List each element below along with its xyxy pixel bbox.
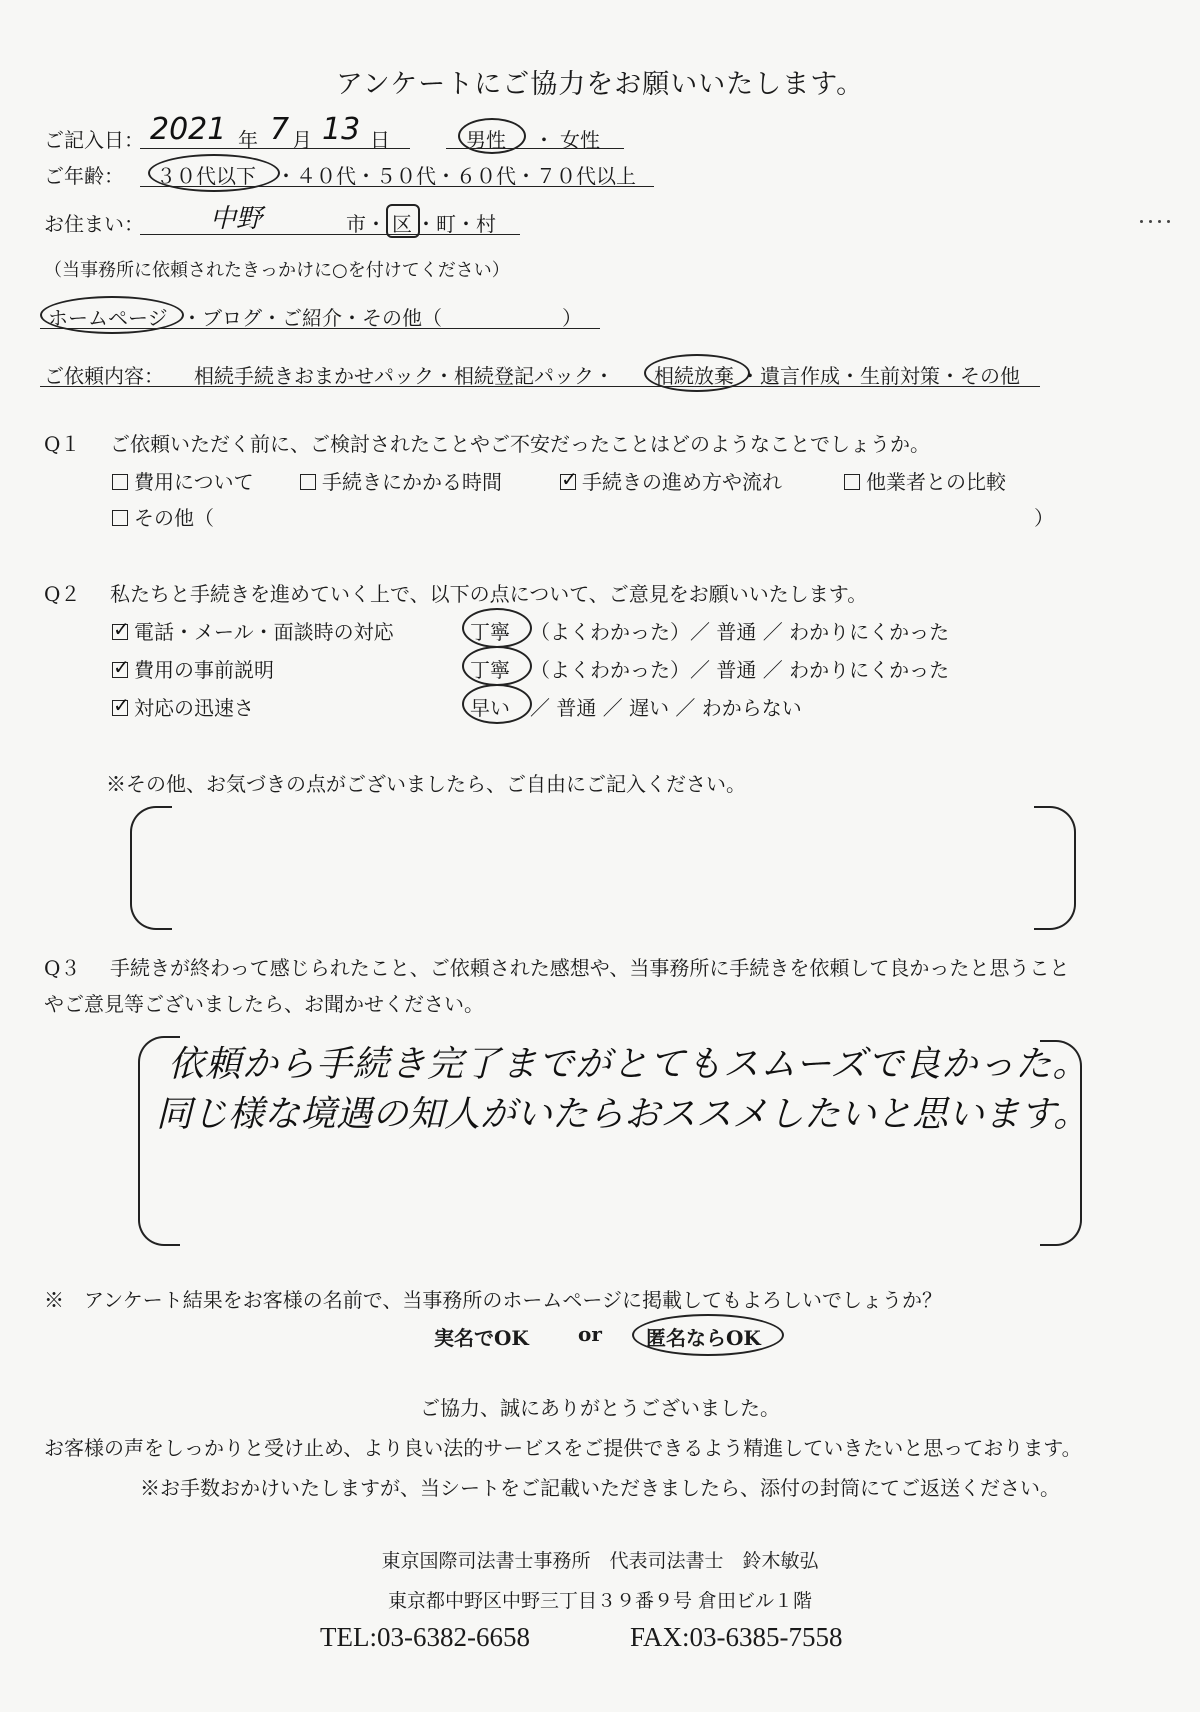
- q2-row-1-circle: [462, 608, 532, 648]
- q2-row-2: [112, 654, 274, 683]
- address-value: 中野: [210, 204, 263, 234]
- q1-option-4: [844, 466, 1006, 495]
- q1-checkbox-other[interactable]: [112, 510, 128, 526]
- q1-checkbox-2[interactable]: [300, 474, 316, 490]
- q1-number: Q１: [44, 432, 81, 456]
- q1-option-3: [560, 466, 782, 495]
- q2-row-3: [112, 692, 254, 721]
- q1-question: ご依頼いただく前に、ご検討されたことやご不安だったことはどのようなことでしょうか。: [110, 432, 930, 456]
- address-city: 市・: [346, 212, 386, 236]
- publish-real-name: 実名でOK: [434, 1326, 529, 1350]
- q2-answer-area[interactable]: [160, 806, 1050, 926]
- q2-row-3-item: 対応の迅速さ: [134, 696, 254, 720]
- request-before: 相続手続きおまかせパック・相続登記パック・: [194, 364, 614, 388]
- publish-anonymous: 匿名ならOK: [646, 1326, 761, 1350]
- entry-date-label: ご記入日：: [44, 128, 144, 152]
- q3-answer-line2: 同じ様な境遇の知人がいたらおススメしたいと思います。: [156, 1094, 1090, 1135]
- q2-row-1-rest: （よくわかった）／ 普通 ／ わかりにくかった: [530, 620, 950, 644]
- q1-option-1-label: 費用について: [134, 470, 254, 494]
- footer-tel: TEL:03-6382-6658: [320, 1622, 530, 1652]
- q1-checkbox-1[interactable]: [112, 474, 128, 490]
- q2-row-3-selected: 早い: [470, 696, 510, 720]
- gender-underline: [446, 148, 624, 149]
- day-label: 日: [370, 128, 390, 152]
- q3-answer-line1: 依頼から手続き完了までがとてもスムーズで良かった。: [168, 1044, 1090, 1085]
- age-option-selected: ３０代以下: [156, 164, 256, 188]
- address-rest: ・町・村: [416, 212, 496, 236]
- q1-option-3-label: 手続きの進め方や流れ: [582, 470, 782, 494]
- request-after: ・遺言作成・生前対策・その他: [740, 364, 1020, 388]
- survey-title: アンケートにご協力をお願いいたします。: [335, 69, 865, 100]
- q1-other-close: ）: [1034, 506, 1054, 530]
- closing-line3: ※お手数おかけいたしますが、当シートをご記載いただきましたら、添付の封筒にてご返送ください。: [140, 1476, 1060, 1500]
- q2-row-1: [112, 616, 394, 645]
- referral-note: （当事務所に依頼されたきっかけに○を付けてください）: [44, 260, 510, 281]
- address-ward: 区: [392, 212, 412, 236]
- address-label: お住まい：: [44, 212, 144, 236]
- q2-row-3-circle: [462, 684, 532, 724]
- q2-checkbox-1[interactable]: [112, 624, 128, 640]
- request-selected: 相続放棄: [654, 364, 734, 388]
- q1-other-label: その他（: [134, 506, 214, 530]
- q2-row-2-circle: [462, 646, 532, 686]
- q1-option-2: [300, 466, 502, 495]
- age-option-rest: ・４０代・５０代・６０代・７０代以上: [276, 164, 636, 188]
- request-underline: [40, 386, 1040, 387]
- q3-question-line2: やご意見等ございましたら、お聞かせください。: [44, 992, 484, 1016]
- month-label: 月: [292, 128, 312, 152]
- entry-date-year: 2021: [150, 112, 227, 147]
- publish-anonymous-circle: [632, 1314, 784, 1356]
- year-label: 年: [238, 128, 258, 152]
- publish-question: ※ アンケート結果をお客様の名前で、当事務所のホームページに掲載してもよろしいでしょうか？: [44, 1288, 942, 1312]
- age-underline: [140, 186, 654, 187]
- q1-other: [112, 502, 214, 531]
- request-label: ご依頼内容：: [44, 364, 164, 388]
- q2-row-2-rest: （よくわかった）／ 普通 ／ わかりにくかった: [530, 658, 950, 682]
- q2-row-2-item: 費用の事前説明: [134, 658, 274, 682]
- publish-or: or: [578, 1322, 602, 1346]
- q1-checkbox-3[interactable]: [560, 474, 576, 490]
- footer-address: 東京都中野区中野三丁目３９番９号 倉田ビル１階: [387, 1590, 813, 1612]
- closing-line2: お客様の声をしっかりと受け止め、より良い法的サービスをご提供できるよう精進していきたいと思っております。: [44, 1436, 1082, 1460]
- entry-date-day: 13: [322, 112, 361, 147]
- q2-row-3-rest: ／ 普通 ／ 遅い ／ わからない: [530, 696, 802, 720]
- closing-line1: ご協力、誠にありがとうございました。: [420, 1396, 780, 1420]
- referral-rest: ・ブログ・ご紹介・その他（ ）: [182, 306, 582, 330]
- entry-date-month: 7: [270, 112, 290, 147]
- ward-selected-box: [386, 204, 420, 238]
- q1-option-2-label: 手続きにかかる時間: [322, 470, 502, 494]
- age-label: ご年齢：: [44, 164, 124, 188]
- date-underline: [140, 148, 410, 149]
- gender-female: 女性: [560, 128, 600, 152]
- q1-checkbox-4[interactable]: [844, 474, 860, 490]
- scan-specks: [1140, 208, 1180, 212]
- q1-option-1: [112, 466, 254, 495]
- q2-row-1-item: 電話・メール・面談時の対応: [134, 620, 394, 644]
- q2-other-prompt: ※その他、お気づきの点がございましたら、ご自由にご記入ください。: [106, 772, 746, 796]
- q1-option-4-label: 他業者との比較: [866, 470, 1006, 494]
- q2-checkbox-3[interactable]: [112, 700, 128, 716]
- referral-underline: [40, 328, 600, 329]
- gender-separator: ・: [534, 128, 554, 152]
- q2-question: 私たちと手続きを進めていく上で、以下の点について、ご意見をお願いいたします。: [110, 582, 868, 606]
- address-underline: [140, 234, 520, 235]
- q2-checkbox-2[interactable]: [112, 662, 128, 678]
- q3-number: Q３: [44, 956, 81, 980]
- footer-office: 東京国際司法書士事務所 代表司法書士 鈴木敏弘: [381, 1550, 819, 1572]
- gender-male: 男性: [466, 128, 506, 152]
- q2-number: Q２: [44, 582, 81, 606]
- q3-question-line1: 手続きが終わって感じられたこと、ご依頼された感想や、当事務所に手続きを依頼して良かったと思うこと: [110, 956, 1070, 980]
- q2-row-2-selected: 丁寧: [470, 658, 510, 682]
- referral-selected: ホームページ: [48, 306, 168, 330]
- footer-fax: FAX:03-6385-7558: [630, 1622, 843, 1652]
- q2-row-1-selected: 丁寧: [470, 620, 510, 644]
